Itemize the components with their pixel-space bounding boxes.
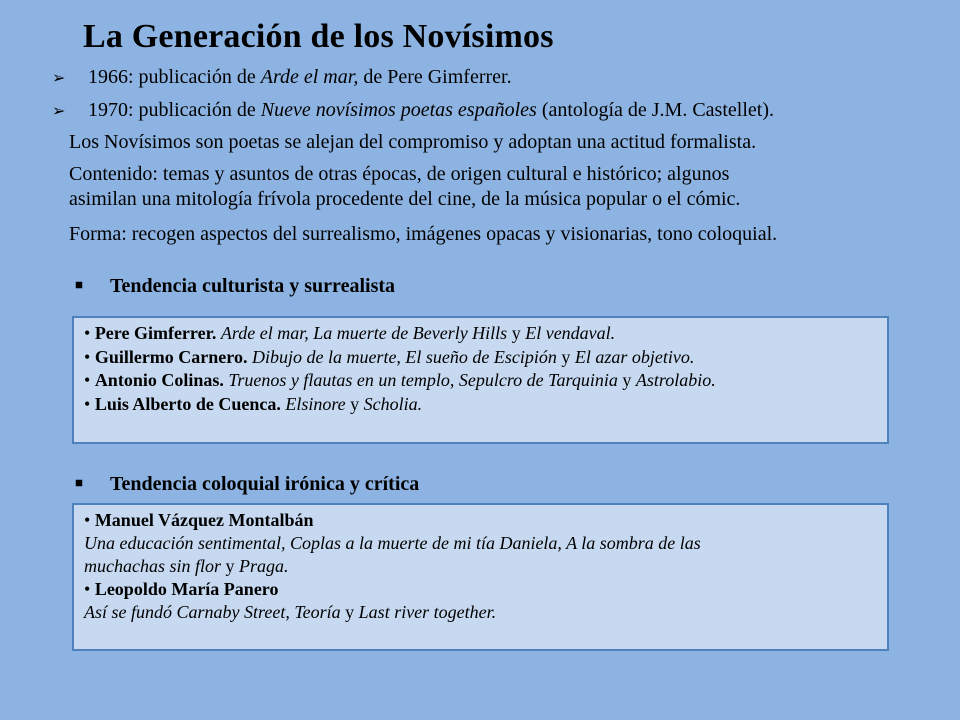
bullet-text: (antología de J.M. Castellet). [536, 99, 774, 121]
author-name: Luis Alberto de Cuenca. [94, 393, 281, 414]
conjunction: y [345, 602, 355, 622]
bullet-text: 1970: publicación de [88, 99, 261, 121]
bullet-text: 1966: publicación de [88, 66, 261, 88]
authors-box-culturista [72, 316, 889, 444]
list-item: • Guillermo Carnero. Dibujo de la muerte, El sueño de Escipión y El azar objetivo. [84, 346, 695, 367]
author-works-line [84, 555, 877, 578]
author-works: Así se fundó Carnaby Street, Teoría [84, 602, 341, 622]
square-bullet-icon [76, 480, 83, 487]
author-works: muchachas sin flor [84, 556, 221, 576]
section-heading-coloquial [74, 473, 419, 496]
conjunction: y [225, 556, 235, 576]
list-item: • Luis Alberto de Cuenca. Elsinore y Scholia. [84, 393, 423, 414]
punctuation: . [610, 323, 616, 343]
author-works: Praga. [239, 556, 289, 576]
section-heading-culturista [74, 275, 395, 298]
author-name: Pere Gimferrer. [94, 323, 217, 343]
bullet-italic: Arde el mar, [260, 66, 359, 88]
author-name: Leopoldo María Panero [94, 579, 279, 599]
list-item: • Antonio Colinas. Truenos y flautas en un templo, Sepulcro de Tarquinia y Astrolabio. [84, 370, 716, 390]
bullet-text: de Pere Gimferrer. [358, 66, 512, 88]
author-works: Astrolabio [635, 370, 712, 390]
paragraph-contenido-1: Contenido: temas y asuntos de otras épocas, de origen cultural e histórico; algunos [69, 163, 730, 185]
paragraph-novisimos: Los Novísimos son poetas se alejan del compromiso y adoptan una actitud formalista. [69, 131, 757, 153]
bullet-1970 [52, 99, 774, 122]
author-works: Scholia [363, 393, 418, 414]
author-works: El vendaval [525, 323, 611, 343]
conjunction: y [622, 370, 632, 390]
list-item: • Leopoldo María Panero [84, 579, 279, 599]
conjunction: y [350, 393, 360, 414]
conjunction: y [561, 346, 571, 367]
author-works: Dibujo de la muerte, El sueño de Escipión [251, 346, 557, 367]
list-item: • Pere Gimferrer. Arde el mar, La muerte de Beverly Hills y El vendaval. [84, 323, 616, 343]
slide-title: La Generación de los Novísimos [83, 18, 554, 55]
arrow-bullet-icon: ➢ [52, 70, 66, 87]
punctuation: . [689, 346, 695, 367]
author-name: Antonio Colinas. [94, 370, 224, 390]
author-works: Una educación sentimental, Coplas a la muerte de mi tía Daniela, A la sombra de las [84, 533, 701, 553]
bullet-1966 [52, 66, 512, 89]
author-works: Truenos y flautas en un templo, Sepulcro de Tarquinia [228, 370, 618, 390]
list-item: • Manuel Vázquez Montalbán [84, 510, 314, 530]
authors-box-coloquial [72, 503, 889, 651]
section-heading-text: Tendencia culturista y surrealista [110, 275, 396, 297]
square-bullet-icon [76, 282, 83, 289]
punctuation: . [417, 393, 423, 414]
author-works: El azar objetivo [574, 346, 690, 367]
punctuation: . [711, 370, 716, 390]
paragraph-forma: Forma: recogen aspectos del surrealismo, imágenes opacas y visionarias, tono coloquial. [69, 223, 778, 245]
author-works: Last river together. [358, 602, 497, 622]
paragraph-contenido-2: asimilan una mitología frívola procedente del cine, de la música popular o el cómic. [69, 188, 741, 210]
author-works: Arde el mar, La muerte de Beverly Hills [220, 323, 508, 343]
author-name: Manuel Vázquez Montalbán [94, 510, 314, 530]
author-works: Elsinore [285, 393, 346, 414]
author-works-line [84, 601, 877, 624]
author-name: Guillermo Carnero. [94, 346, 248, 367]
conjunction: y [511, 323, 521, 343]
bullet-italic: Nueve novísimos poetas españoles [260, 99, 537, 121]
arrow-bullet-icon: ➢ [52, 103, 66, 120]
section-heading-text: Tendencia coloquial irónica y crítica [110, 473, 420, 495]
